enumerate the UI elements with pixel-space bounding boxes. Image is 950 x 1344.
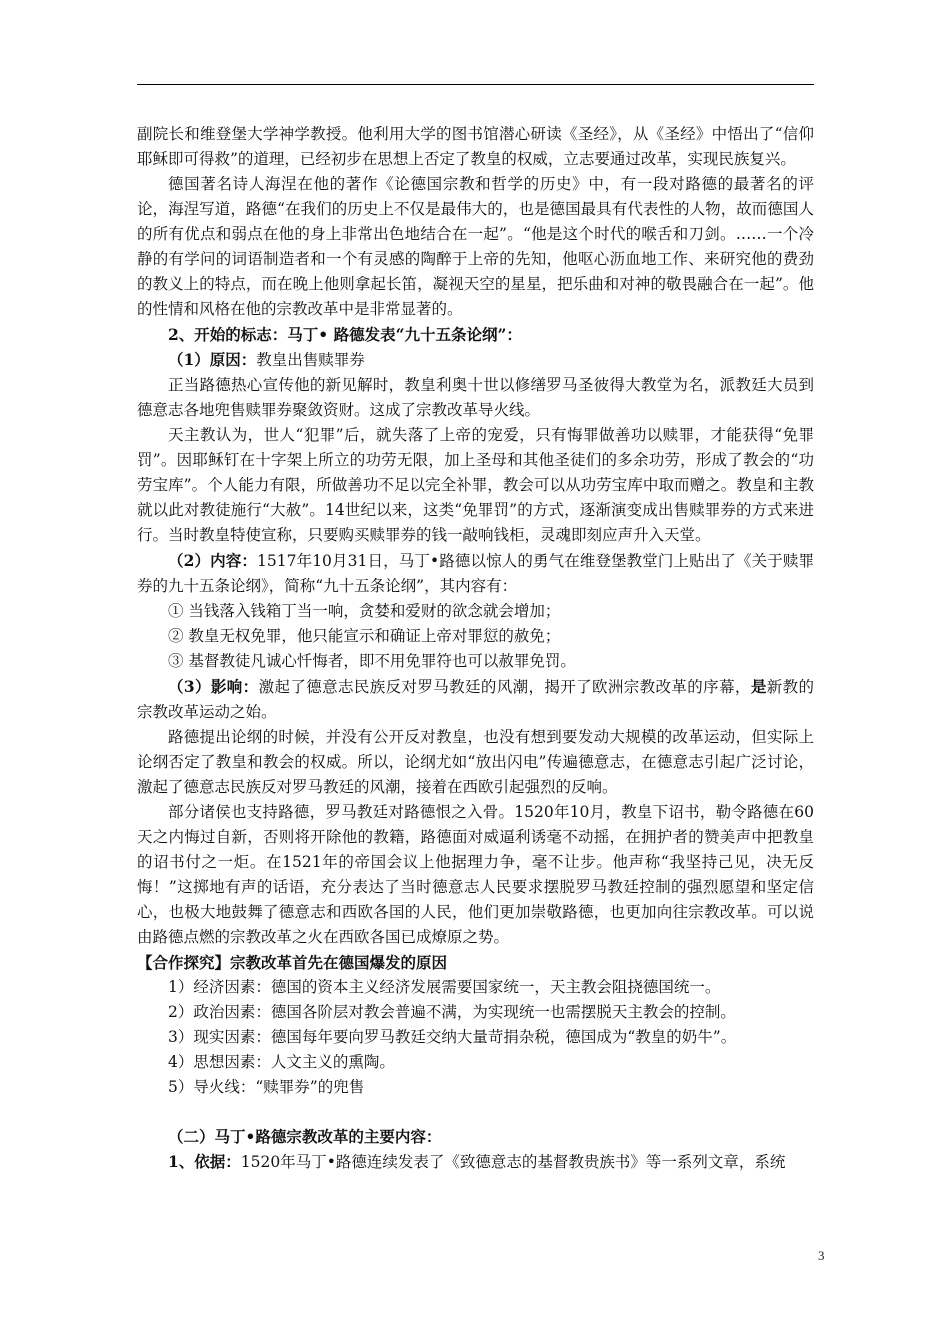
impact-bold-word: 是 [750,677,767,696]
paragraph-luther-intro: 副院长和维登堡大学神学教授。他利用大学的图书馆潜心研读《圣经》，从《圣经》中悟出了“信仰耶稣即可得救”的道理，已经初步在思想上否定了教皇的权威，立志要通过改革，实现民族复兴。 [137,125,814,168]
paragraph-theses-spread: 路德提出论纲的时候，并没有公开反对教皇，也没有想到要发动大规模的改革运动，但实际上论纲否定了教皇和教会的权威。所以，论纲尤如“放出闪电”传遍德意志，在德意志引起广泛讨论，激起了德意志民族反对罗马教廷的风潮，接着在西欧引起强烈的反响。 [137,728,814,796]
content-text: 1517年10月31日，马丁•路德以惊人的勇气在维登堡教堂门上贴出了《关于赎罪券的九十五条论纲》，简称“九十五条论纲”，其内容有： [137,552,814,595]
basis-text: 1520年马丁•路德连续发表了《致德意志的基督教贵族书》等一系列文章，系统 [240,1153,786,1171]
paragraph-indulgence-sale: 正当路德热心宣传他的新见解时，教皇利奥十世以修缮罗马圣彼得大教堂为名，派教廷大员到德意志各地兜售赎罪券聚敛资财。这成了宗教改革导火线。 [137,376,814,419]
document-body [137,122,814,1175]
impact-text-a: 激起了德意志民族反对罗马教廷的风潮，揭开了欧洲宗教改革的序幕， [258,678,751,696]
heading-95-theses: 2、开始的标志：马丁• 路德发表“九十五条论纲”： [168,325,522,344]
cause-line [137,347,814,373]
spacer [137,1100,814,1124]
list-item: ② 教皇无权免罪，他只能宣示和确证上帝对罪愆的赦免； [168,627,561,645]
list-item: ③ 基督教徒凡诚心忏悔者，即不用免罪符也可以赦罪免罚。 [168,652,576,670]
page-number: 3 [818,1248,825,1263]
basis-label: 1、依据： [168,1152,241,1171]
reason-item: 2）政治因素：德国各阶层对教会普遍不满，为实现统一也需摆脱天主教会的控制。 [168,1003,736,1021]
cause-label: （1）原因： [168,350,257,369]
reason-item: 4）思想因素：人文主义的熏陶。 [168,1053,395,1071]
header-rule [137,84,814,85]
basis-paragraph [137,1149,814,1175]
impact-text-b: 新教的宗教改革运动之始。 [137,678,814,721]
reason-item: 3）现实因素：德国每年要向罗马教廷交纳大量苛捐杂税，德国成为“教皇的奶牛”。 [168,1028,737,1046]
reason-item: 5）导火线：“赎罪券”的兜售 [168,1078,365,1096]
reason-item: 1）经济因素：德国的资本主义经济发展需要国家统一，天主教会阻挠德国统一。 [168,978,721,996]
list-item: ① 当钱落入钱箱丁当一响，贪婪和爱财的欲念就会增加； [168,602,561,620]
coop-inquiry-heading: 【合作探究】宗教改革首先在德国爆发的原因 [137,953,448,972]
content-label: （2）内容： [168,551,258,570]
paragraph-catholic-doctrine: 天主教认为，世人“犯罪”后，就失落了上帝的宠爱，只有悔罪做善功以赎罪，才能获得“免罪罚”。因耶稣钉在十字架上所立的功劳无限，加上圣母和其他圣徒们的多余功劳，形成了教会的“功劳宝库”。个人能力有限，所做善功不足以完全补罪，教会可以从功劳宝库中取而赠之。教皇和主教就以此对教徒施行“大赦”。14世纪以来，这类“免罪罚”的方式，逐渐演变成出售赎罪券的方式来进行。当时教皇特使宣称，只要购买赎罪券的钱一敲响钱柜，灵魂即刻应声升入天堂。 [137,426,814,544]
impact-paragraph [137,674,814,725]
impact-label: （3）影响： [168,677,259,696]
paragraph-princes-support: 部分诸侯也支持路德，罗马教廷对路德恨之入骨。1520年10月，教皇下诏书，勒令路德在60天之内悔过自新，否则将开除他的教籍，路德面对威逼利诱毫不动摇，在拥护者的赞美声中把教皇的诏书付之一炬。在1521年的帝国会议上他据理力争，毫不让步。他声称“我坚持己见，决无反悔！”这掷地有声的话语，充分表达了当时德意志人民要求摆脱罗马教廷控制的强烈愿望和坚定信心，也极大地鼓舞了德意志和西欧各国的人民，他们更加崇敬路德，也更加向往宗教改革。可以说由路德点燃的宗教改革之火在西欧各国已成燎原之势。 [137,803,814,946]
cause-text: 教皇出售赎罪券 [256,351,365,369]
paragraph-heine-quote: 德国著名诗人海涅在他的著作《论德国宗教和哲学的历史》中，有一段对路德的最著名的评论，海涅写道，路德“在我们的历史上不仅是最伟大的，也是德国最具有代表性的人物，故而德国人的所有优点和弱点在他的身上非常出色地结合在一起”。“他是这个时代的喉舌和刀剑。……一个冷静的有学问的词语制造者和一个有灵感的陶醉于上帝的先知，他呕心沥血地工作、来研究他的费劲的教义上的特点，而在晚上他则拿起长笛，凝视天空的星星，把乐曲和对神的敬畏融合在一起”。他的性情和风格在他的宗教改革中是非常显著的。 [137,175,814,318]
section-heading-main-content: （二）马丁•路德宗教改革的主要内容： [168,1127,442,1146]
content-paragraph [137,548,814,599]
